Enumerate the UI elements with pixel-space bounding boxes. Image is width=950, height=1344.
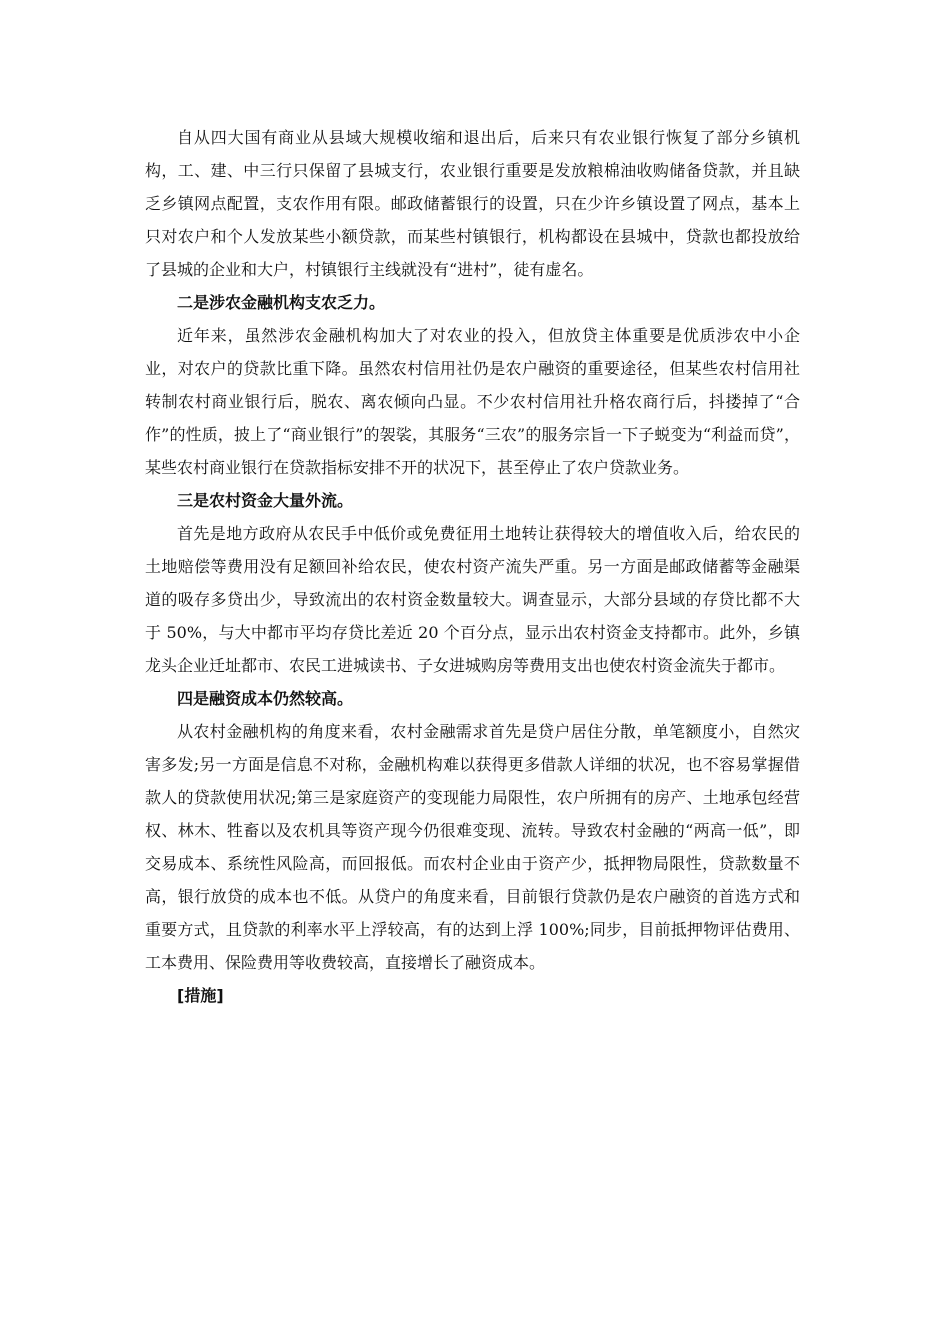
heading-support-weak: 二是涉农金融机构支农乏力。 bbox=[177, 293, 386, 312]
paragraph-county-banks: 自从四大国有商业从县域大规模收缩和退出后，后来只有农业银行恢复了部分乡镇机构，工、建、中三行只保留了县城支行，农业银行重要是发放粮棉油收购储备贷款，并且缺乏乡镇网点配置，支农作用有限。邮政储蓄银行的设置，只在少许乡镇设置了网点，基本上只对农户和个人发放某些小额贷款，而某些村镇银行，机构都设在县城中，贷款也都投放给了县城的企业和大户，村镇银行主线就没有“进村”，徒有虚名。 bbox=[145, 128, 800, 279]
paragraph-capital-outflow: 首先是地方政府从农民手中低价或免费征用土地转让获得较大的增值收入后，给农民的土地赔偿等费用没有足额回补给农民，使农村资产流失严重。另一方面是邮政储蓄等金融渠道的吸存多贷出少，导致流出的农村资金数量较大。调查显示，大部分县域的存贷比都不大于 50%，与大中都市平均存贷比差近 20 个百分点，显示出农村资金支持都市。此外，乡镇龙头企业迁址都市、农民工进城读书、子女进城购房等费用支出也使农村资金流失于都市。 bbox=[145, 524, 800, 675]
heading-financing-cost: 四是融资成本仍然较高。 bbox=[177, 689, 354, 708]
heading-capital-outflow: 三是农村资金大量外流。 bbox=[177, 491, 354, 510]
document-page bbox=[145, 121, 800, 1012]
paragraph-financing-cost: 从农村金融机构的角度来看，农村金融需求首先是贷户居住分散，单笔额度小，自然灾害多发;另一方面是信息不对称，金融机构难以获得更多借款人详细的状况，也不容易掌握借款人的贷款使用状况;第三是家庭资产的变现能力局限性，农户所拥有的房产、土地承包经营权、林木、牲畜以及农机具等资产现今仍很难变现、流转。导致农村金融的“两高一低”，即交易成本、系统性风险高，而回报低。而农村企业由于资产少，抵押物局限性，贷款数量不高，银行放贷的成本也不低。从贷户的角度来看，目前银行贷款仍是农户融资的首选方式和重要方式，且贷款的利率水平上浮较高，有的达到上浮 100%;同步，目前抵押物评估费用、工本费用、保险费用等收费较高，直接增长了融资成本。 bbox=[145, 722, 800, 972]
heading-measures: [措施] bbox=[177, 986, 224, 1005]
paragraph-support-weak: 近年来，虽然涉农金融机构加大了对农业的投入，但放贷主体重要是优质涉农中小企业，对农户的贷款比重下降。虽然农村信用社仍是农户融资的重要途径，但某些农村信用社转制农村商业银行后，脱农、离农倾向凸显。不少农村信用社升格农商行后，抖搂掉了“合作”的性质，披上了“商业银行”的袈裟，其服务“三农”的服务宗旨一下子蜕变为“利益而贷”，某些农村商业银行在贷款指标安排不开的状况下，甚至停止了农户贷款业务。 bbox=[145, 326, 800, 477]
